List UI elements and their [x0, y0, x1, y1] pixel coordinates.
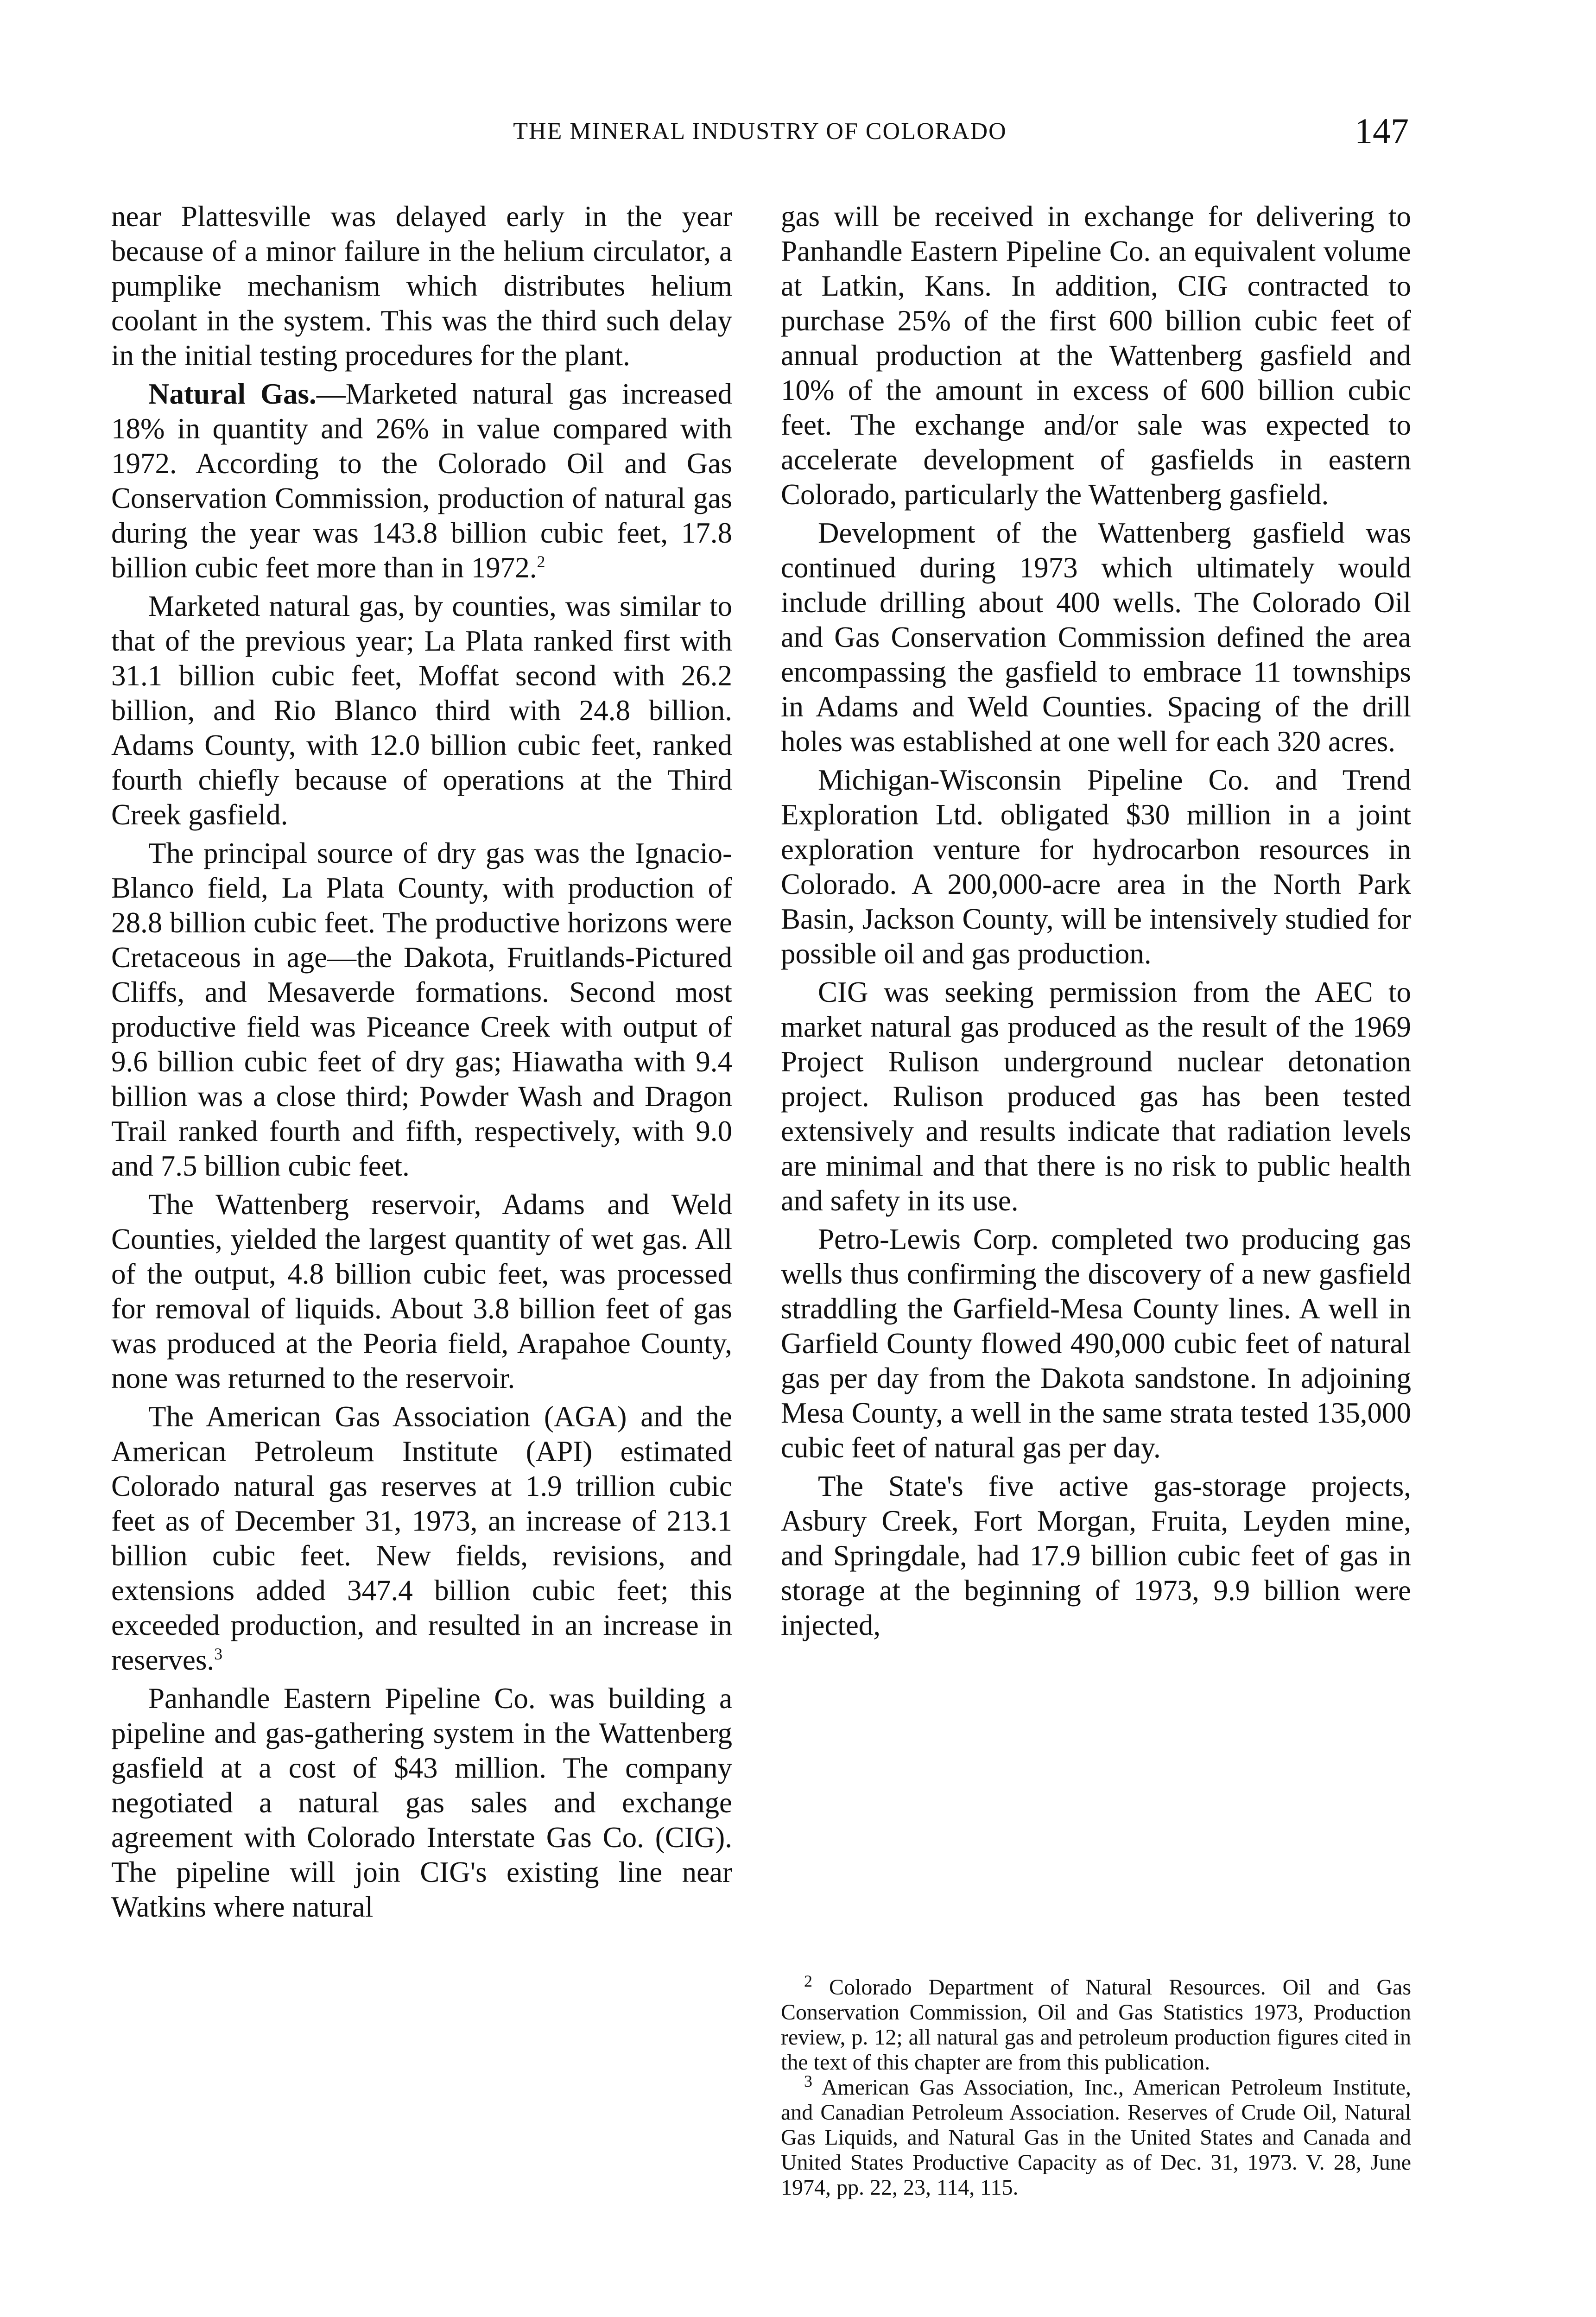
footnote-2 [781, 1972, 1412, 2075]
paragraph: Michigan-Wisconsin Pipeline Co. and Trend Exploration Ltd. obligated $30 million in a joint exploration venture for hydrocarbon resources in Colorado. A 200,000-acre area in the North Park Basin, Jackson County, will be intensively studied for possible oil and gas production. [781, 764, 1411, 970]
paragraph: Panhandle Eastern Pipeline Co. was building a pipeline and gas-gathering system in the Wattenberg gasfield at a cost of $43 million. The company negotiated a natural gas sales and exchange agreement with Colorado Interstate Gas Co. (CIG). The pipeline will join CIG's existing line near Watkins where natural [111, 1682, 732, 1923]
paragraph: near Plattesville was delayed early in the year because of a minor failure in the helium circulator, a pumplike mechanism which distributes helium coolant in the system. This was the third such delay in the initial testing procedures for the plant. [111, 200, 732, 372]
footnote-3 [781, 2072, 1412, 2200]
page-header [111, 110, 1409, 161]
footnote-ref: 2 [537, 552, 545, 571]
paragraph: The principal source of dry gas was the Ignacio-Blanco field, La Plata County, with production of 28.8 billion cubic feet. The productive horizons were Cretaceous in age—the Dakota, Fruitlands-Pictured Cliffs, and Mesaverde formations. Second most productive field was Piceance Creek with output of 9.6 billion cubic feet of dry gas; Hiawatha with 9.4 billion was a close third; Powder Wash and Dragon Trail ranked fourth and fifth, respectively, with 9.0 and 7.5 billion cubic feet. [111, 837, 732, 1182]
paragraph: Marketed natural gas, by counties, was similar to that of the previous year; La Plata ranked first with 31.1 billion cubic feet, Moffat second with 26.2 billion, and Rio Blanco third with 24.8 billion. Adams County, with 12.0 billion cubic feet, ranked fourth chiefly because of operations at the Third Creek gasfield. [111, 590, 732, 831]
paragraph: gas will be received in exchange for delivering to Panhandle Eastern Pipeline Co. an equivalent volume at Latkin, Kans. In addition, CIG contracted to purchase 25% of the first 600 billion cubic feet of annual production at the Wattenberg gasfield and 10% of the amount in excess of 600 billion cubic feet. The exchange and/or sale was expected to accelerate development of gasfields in eastern Colorado, particularly the Wattenberg gasfield. [781, 200, 1411, 511]
footnotes [781, 1972, 1412, 2200]
footnote-ref: 3 [214, 1645, 223, 1663]
section-heading: Natural Gas. [148, 378, 317, 410]
paragraph-text: —Marketed natural gas increased 18% in quantity and 26% in value compared with 1972. According to the Colorado Oil and Gas Conservation Commission, production of natural gas during the year was 143.8 billion cubic feet, 17.8 billion cubic feet more than in 1972. [111, 378, 732, 584]
paragraph: CIG was seeking permission from the AEC to market natural gas produced as the result of the 1969 Project Rulison underground nuclear detonation project. Rulison produced gas has been tested extensively and results indicate that radiation levels are minimal and that there is no risk to public health and safety in its use. [781, 976, 1411, 1217]
paragraph: The Wattenberg reservoir, Adams and Weld Counties, yielded the largest quantity of wet gas. All of the output, 4.8 billion cubic feet, was processed for removal of liquids. About 3.8 billion feet of gas was produced at the Peoria field, Arapahoe County, none was returned to the reservoir. [111, 1188, 732, 1394]
page-number: 147 [1355, 111, 1409, 151]
footnote-marker: 3 [804, 2072, 812, 2090]
right-column [781, 199, 1411, 1646]
footnote-text: Colorado Department of Natural Resources. Oil and Gas Conservation Commission, Oil and Gas Statistics 1973, Production review, p. 12; all natural gas and petroleum production figures cited in the text of this chapter are from this publication. [781, 1975, 1412, 2075]
paragraph: Development of the Wattenberg gasfield was continued during 1973 which ultimately would include drilling about 400 wells. The Colorado Oil and Gas Conservation Commission defined the area encompassing the gasfield to embrace 11 townships in Adams and Weld Counties. Spacing of the drill holes was established at one well for each 320 acres. [781, 517, 1411, 758]
paragraph: The State's five active gas-storage projects, Asbury Creek, Fort Morgan, Fruita, Leyden mine, and Springdale, had 17.9 billion cubic feet of gas in storage at the beginning of 1973, 9.9 billion were injected, [781, 1470, 1411, 1641]
paragraph-natural-gas [111, 377, 732, 585]
paragraph: Petro-Lewis Corp. completed two producing gas wells thus confirming the discovery of a new gasfield straddling the Garfield-Mesa County lines. A well in Garfield County flowed 490,000 cubic feet of natural gas per day from the Dakota sandstone. In adjoining Mesa County, a well in the same strata tested 135,000 cubic feet of natural gas per day. [781, 1223, 1411, 1464]
footnote-text: American Gas Association, Inc., American Petroleum Institute, and Canadian Petroleum Association. Reserves of Crude Oil, Natural Gas Liquids, and Natural Gas in the United States and Canada and United States Productive Capacity as of Dec. 31, 1973. V. 28, June 1974, pp. 22, 23, 114, 115. [781, 2075, 1412, 2200]
paragraph [111, 1399, 732, 1678]
footnote-marker: 2 [804, 1972, 812, 1990]
paragraph-text: The American Gas Association (AGA) and the American Petroleum Institute (API) estimated Colorado natural gas reserves at 1.9 trillion cubic feet as of December 31, 1973, an increase of 213.1 billion cubic feet. New fields, revisions, and extensions added 347.4 billion cubic feet; this exceeded production, and resulted in an increase in reserves. [111, 1400, 732, 1676]
left-column [111, 199, 732, 1928]
running-head: THE MINERAL INDUSTRY OF COLORADO [513, 118, 1007, 145]
